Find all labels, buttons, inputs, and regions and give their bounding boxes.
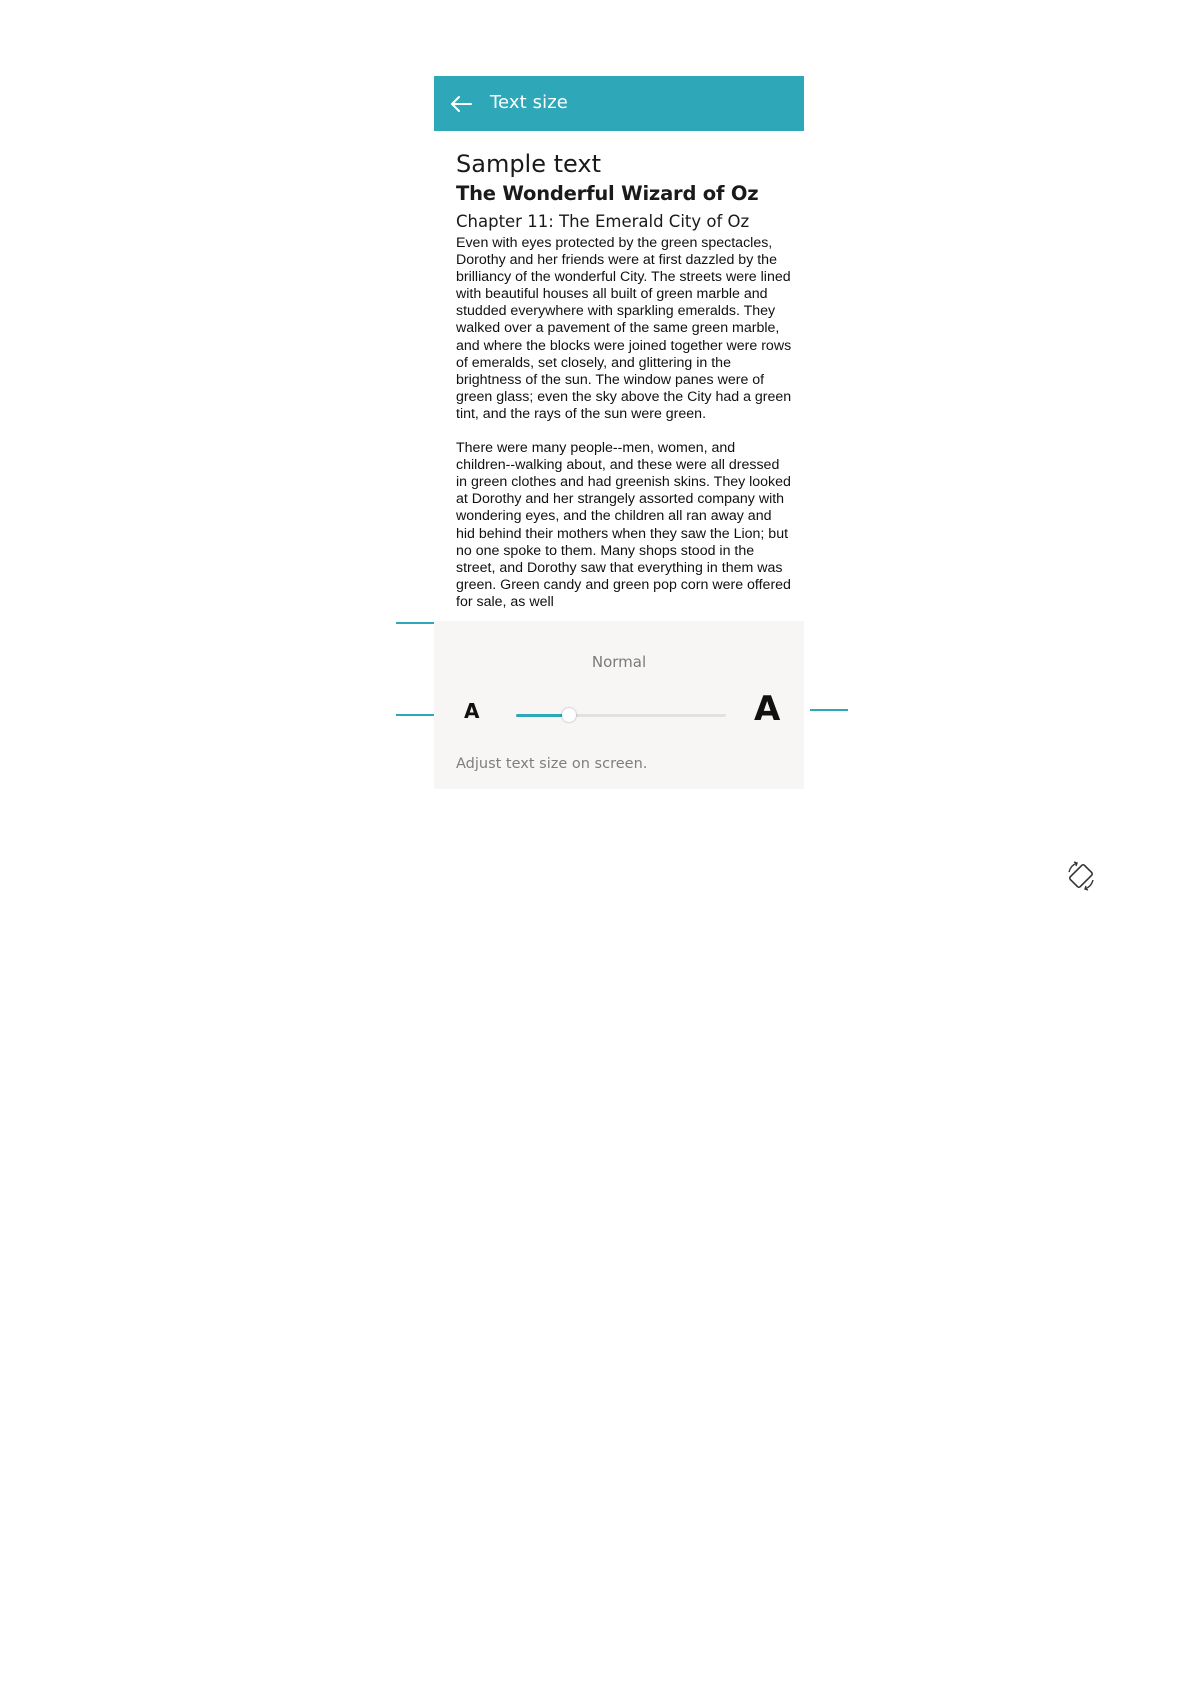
sample-paragraph: Even with eyes protected by the green spectacles, Dorothy and her friends were at first dazzled by the brilliancy of the wonderful City. The streets were lined with beautiful houses all built of green marble and studded everywhere with sparkling emeralds. They walked over a pavement of the same green marble, and where the blocks were joined together were rows of emeralds, set closely, and glittering in the brightness of the sun. The window panes were of green glass; even the sky above the City had a green tint, and the rays of the sun were green.: [456, 235, 792, 422]
back-button[interactable]: [444, 87, 478, 121]
text-size-slider[interactable]: [516, 704, 726, 728]
slider-fill: [516, 714, 569, 717]
arrow-left-icon: [444, 87, 478, 121]
panel-description: Adjust text size on screen.: [456, 756, 648, 772]
small-text-letter[interactable]: A: [464, 699, 480, 723]
book-title: The Wonderful Wizard of Oz: [456, 182, 759, 205]
current-size-label: Normal: [591, 653, 647, 671]
slider-thumb[interactable]: [562, 708, 576, 722]
large-text-letter[interactable]: A: [754, 689, 781, 729]
app-bar: [434, 76, 804, 131]
sample-heading: Sample text: [456, 150, 601, 178]
page-title: Text size: [490, 92, 568, 113]
text-size-screen: [434, 76, 804, 789]
callout-line-large-a: [810, 709, 848, 711]
chapter-title: Chapter 11: The Emerald City of Oz: [456, 212, 750, 231]
sample-paragraph: There were many people--men, women, and children--walking about, and these were all dressed in green clothes and had greenish skins. They looked at Dorothy and her strangely assorted company with wondering eyes, and the children all ran away and hid behind their mothers when they saw the Lion; but no one spoke to them. Many shops stood in the street, and Dorothy saw that everything in them was green. Green candy and green pop corn were offered for sale, as well: [456, 440, 791, 610]
screen-rotate-icon: [1063, 858, 1099, 894]
text-size-panel: [434, 621, 804, 789]
callout-line-small-a: [396, 714, 434, 716]
sample-text-preview[interactable]: [456, 149, 792, 694]
